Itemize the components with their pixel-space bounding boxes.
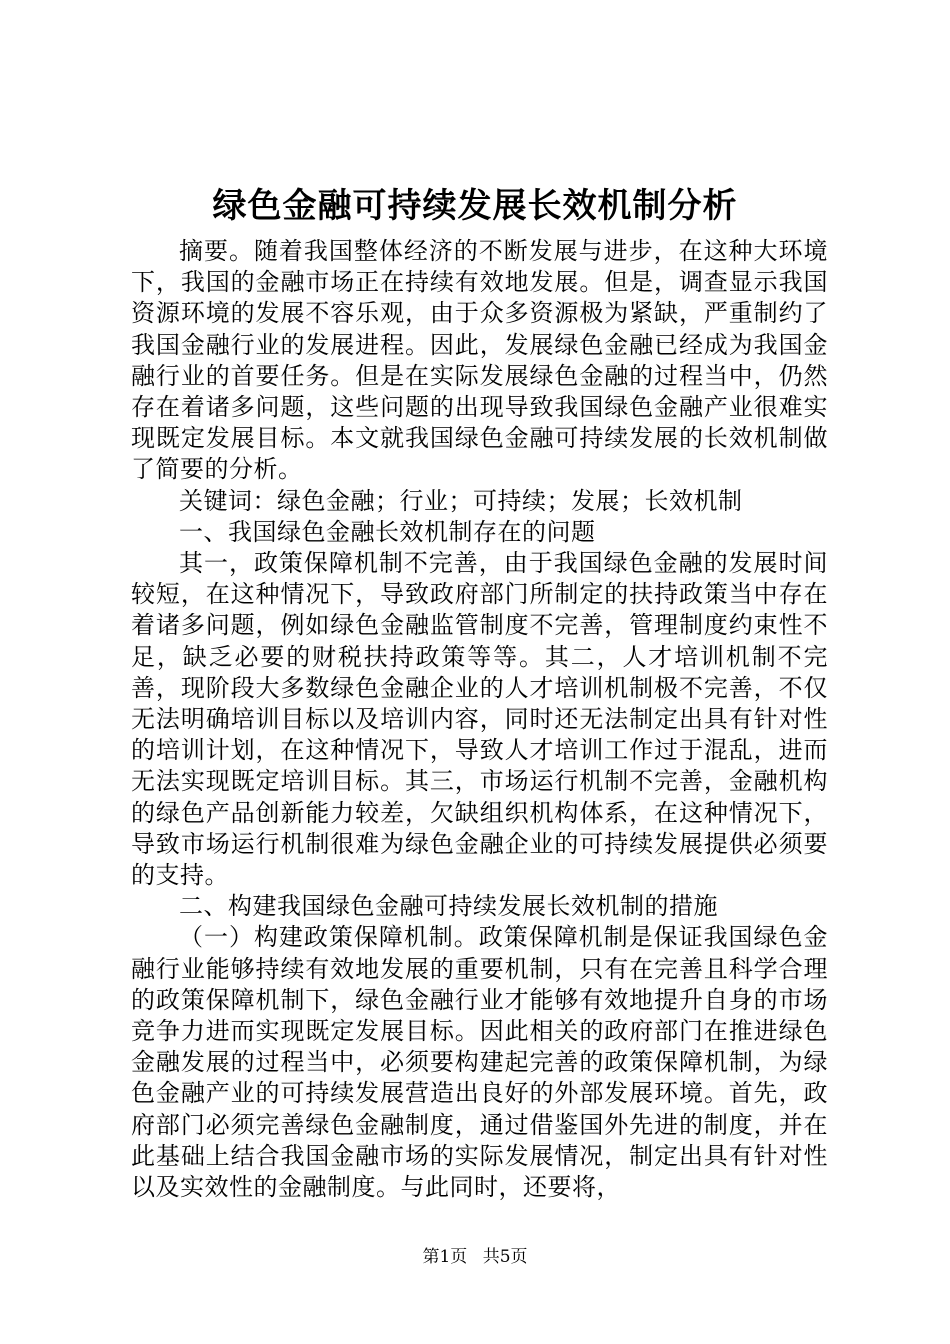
page-number: 第1页 [422, 1247, 468, 1267]
body-paragraph: （一）构建政策保障机制。政策保障机制是保证我国绿色金融行业能够持续有效地发展的重要机制，只有在完善且科学合理的政策保障机制下，绿色金融行业才能够有效地提升自身的市场竞争力进而实现既定发展目标。因此相关的政府部门在推进绿色金融发展的过程当中，必须要构建起完善的政策保障机制，为绿色金融产业的可持续发展营造出良好的外部发展环境。首先，政府部门必须完善绿色金融制度，通过借鉴国外先进的制度，并在此基础上结合我国金融市场的实际发展情况，制定出具有针对性以及实效性的金融制度。与此同时，还要将， [131, 923, 828, 1202]
keywords-line: 关键词：绿色金融；行业；可持续；发展；长效机制 [179, 486, 743, 515]
section-heading-1: 一、我国绿色金融长效机制存在的问题 [179, 517, 596, 546]
page-total: 共5页 [482, 1247, 528, 1267]
page-footer [0, 1246, 950, 1268]
abstract-paragraph: 摘要。随着我国整体经济的不断发展与进步，在这种大环境下，我国的金融市场正在持续有效地发展。但是，调查显示我国资源环境的发展不容乐观，由于众多资源极为紧缺，严重制约了我国金融行业的发展进程。因此，发展绿色金融已经成为我国金融行业的首要任务。但是在实际发展绿色金融的过程当中，仍然存在着诸多问题，这些问题的出现导致我国绿色金融产业很难实现既定发展目标。本文就我国绿色金融可持续发展的长效机制做了简要的分析。 [131, 237, 828, 484]
document-title: 绿色金融可持续发展长效机制分析 [212, 186, 738, 226]
section-heading-2: 二、构建我国绿色金融可持续发展长效机制的措施 [179, 892, 718, 921]
body-paragraph: 其一，政策保障机制不完善，由于我国绿色金融的发展时间较短，在这种情况下，导致政府部门所制定的扶持政策当中存在着诸多问题，例如绿色金融监管制度不完善，管理制度约束性不足，缺乏必要的财税扶持政策等等。其二，人才培训机制不完善，现阶段大多数绿色金融企业的人才培训机制极不完善，不仅无法明确培训目标以及培训内容，同时还无法制定出具有针对性的培训计划，在这种情况下，导致人才培训工作过于混乱，进而无法实现既定培训目标。其三，市场运行机制不完善，金融机构的绿色产品创新能力较差，欠缺组织机构体系，在这种情况下，导致市场运行机制很难为绿色金融企业的可持续发展提供必须要的支持。 [131, 549, 828, 890]
document-body [131, 236, 828, 1203]
